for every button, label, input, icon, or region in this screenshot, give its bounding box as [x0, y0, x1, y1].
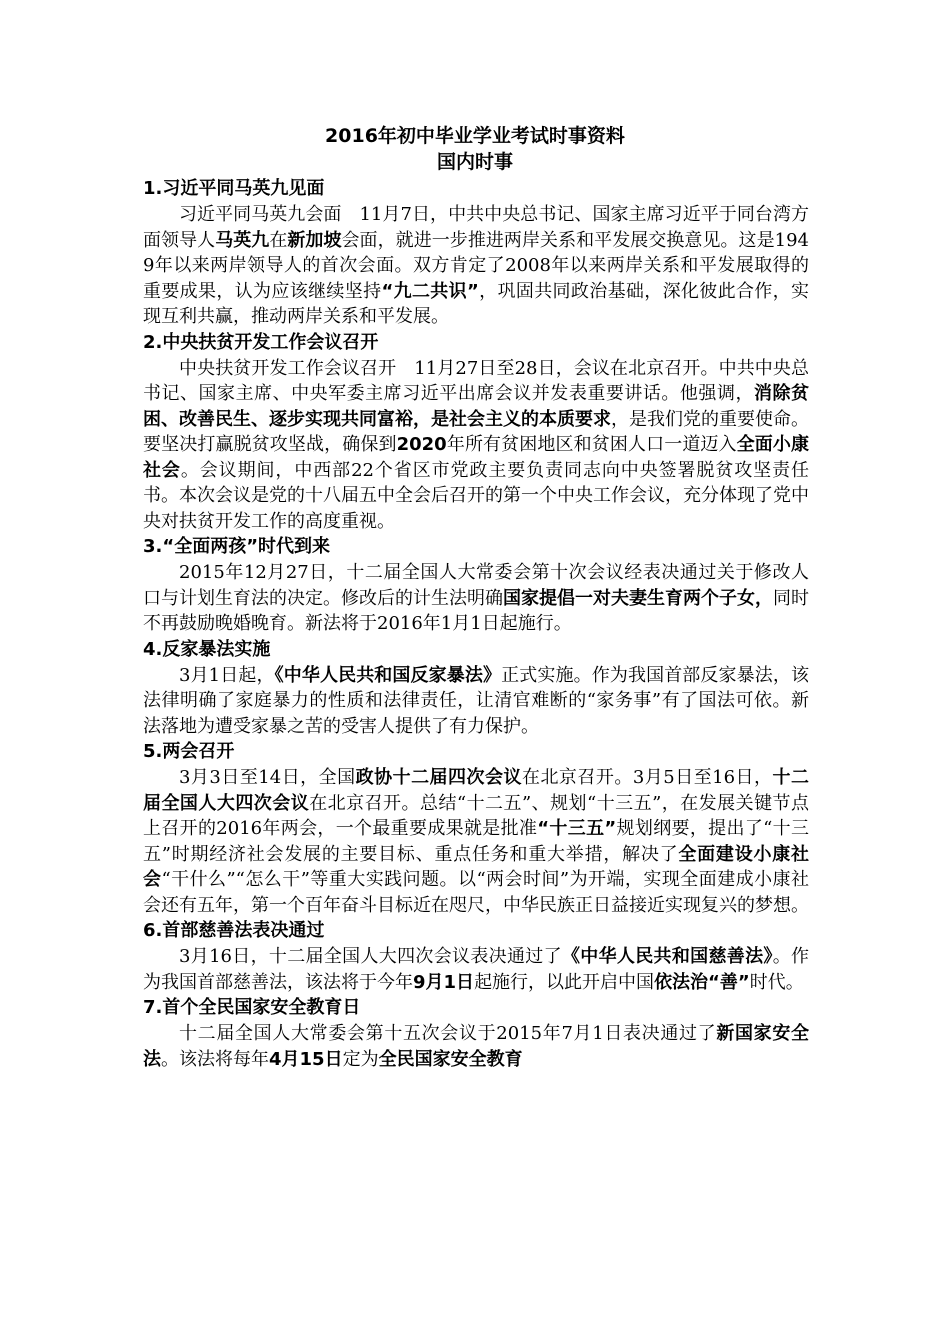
paragraph-text: 2015年12月27日，十二届全国人大常委会第十次会议经表决通过关于修改人口与计划生育法的决定。修改后的计生法明确 [143, 562, 809, 609]
section-heading: 6.首部慈善法表决通过 [143, 920, 325, 941]
paragraph-text: 中央扶贫开发工作会议召开 11月27日至28日，会议在北京召开。中共中央总书记、国家主席、中央军委主席习近平出席会议并发表重要讲话。他强调， [143, 357, 809, 404]
paragraph-text: 时代。 [749, 971, 804, 993]
emphasis-text: 依法治“善” [654, 971, 750, 993]
emphasis-text: 政协十二届四次会议 [355, 767, 522, 788]
section-paragraph [143, 663, 809, 740]
document-subtitle: 国内时事 [436, 151, 513, 173]
paragraph-text: 习近平同马英九会面 11月7日，中共中央总书记、国家主席习近平于同台湾方面领导人 [143, 204, 809, 251]
emphasis-text: 消除贫困、改善民生、逐步实现共同富裕，是社会主义的本质要求 [143, 383, 809, 430]
section-paragraph [143, 1021, 809, 1072]
emphasis-text: 2020 [396, 434, 447, 455]
paragraph-text: 规划纲要，提出了“十三五”时期经济社会发展的主要目标、重点任务和重大举措，解决了 [143, 818, 809, 865]
emphasis-text: 新加坡 [287, 229, 342, 251]
paragraph-text: 会面，就进一步推进两岸关系和平发展交换意见。这是1949年以来两岸领导人的首次会面。双方肯定了2008年以来两岸关系和平发展取得的重要成果，认为应该继续坚持 [143, 229, 809, 302]
emphasis-text: 国家提倡一对夫妻生育两个子女， [503, 587, 773, 609]
paragraph-text: 在 [269, 229, 288, 251]
section-heading: 2.中央扶贫开发工作会议召开 [143, 331, 379, 353]
section-heading: 5.两会召开 [143, 741, 235, 762]
section-heading: 3.“全面两孩”时代到来 [143, 536, 331, 557]
emphasis-text: “九二共识” [381, 280, 479, 302]
document-title: 2016年初中毕业学业考试时事资料 [325, 125, 625, 147]
section-heading: 7.首个全民国家安全教育日 [143, 997, 361, 1018]
emphasis-text: 《中华人民共和国慈善法》 [561, 946, 773, 967]
paragraph-text: 在北京召开。总结“十二五”、规划“十三五”，在发展关键节点上召开的2016年两会，一个最重要成果就是批准 [143, 792, 810, 839]
emphasis-text: 全面建设小康社会 [143, 843, 809, 890]
document-body [143, 176, 809, 1072]
section-paragraph [143, 560, 809, 637]
paragraph-text: 3月3日至14日，全国 [179, 767, 356, 788]
paragraph-text: 3月1日起， [179, 664, 275, 686]
emphasis-text: “十三五” [537, 818, 617, 839]
paragraph-text: “干什么”“怎么干”等重大实践问题。以“两会时间”为开端，实现全面建成小康社会还有五年，第一个百年奋斗目标近在咫尺，中华民族正日益接近实现复兴的梦想。 [143, 869, 810, 916]
emphasis-text: 新国家安全法 [143, 1023, 810, 1070]
paragraph-text: ，巩固共同政治基础，深化彼此合作，实现互利共赢，推动两岸关系和平发展。 [143, 280, 809, 327]
paragraph-text: 。该法将每年 [161, 1048, 269, 1070]
section-paragraph [143, 944, 809, 995]
paragraph-text: 十二届全国人大常委会第十五次会议于2015年7月1日表决通过了 [179, 1023, 717, 1044]
paragraph-text: 。会议期间，中西部22个省区市党政主要负责同志向中央签署脱贫攻坚责任书。本次会议是党的十八届五中全会后召开的第一个中央工作会议，充分体现了党中央对扶贫开发工作的高度重视。 [143, 459, 810, 532]
section-paragraph [143, 356, 809, 535]
section-heading: 4.反家暴法实施 [143, 638, 271, 660]
emphasis-text: 《中华人民共和国反家暴法》 [274, 664, 502, 686]
emphasis-text: 十二届全国人大四次会议 [143, 767, 810, 814]
section-paragraph [143, 765, 809, 918]
emphasis-text: 4月15日 [269, 1048, 343, 1070]
paragraph-text: 正式实施。作为我国首部反家暴法，该法律明确了家庭暴力的性质和法律责任，让清官难断的“家务事”有了国法可依。新法落地为遭受家暴之苦的受害人提供了有力保护。 [143, 664, 810, 737]
section-heading: 1.习近平同马英九见面 [143, 178, 325, 199]
paragraph-text: ，是我们党的重要使命。要坚决打赢脱贫攻坚战，确保到 [143, 408, 809, 455]
paragraph-text: 年所有贫困地区和贫困人口一道迈入 [446, 434, 737, 455]
section-paragraph [143, 202, 809, 330]
emphasis-text: 全民国家安全教育 [378, 1048, 523, 1070]
paragraph-text: 起施行，以此开启中国 [474, 971, 655, 993]
emphasis-text: 马英九 [215, 229, 270, 251]
paragraph-text: 。作为我国首部慈善法，该法将于今年 [143, 946, 810, 993]
paragraph-text: 3月16日，十二届全国人大四次会议表决通过了 [179, 946, 562, 967]
emphasis-text: 9月1日 [413, 971, 475, 993]
emphasis-text: 全面小康社会 [143, 434, 810, 481]
paragraph-text: 在北京召开。3月5日至16日， [521, 767, 773, 788]
paragraph-text: 同时不再鼓励晚婚晚育。新法将于2016年1月1日起施行。 [143, 587, 809, 634]
paragraph-text: 定为 [342, 1048, 379, 1070]
